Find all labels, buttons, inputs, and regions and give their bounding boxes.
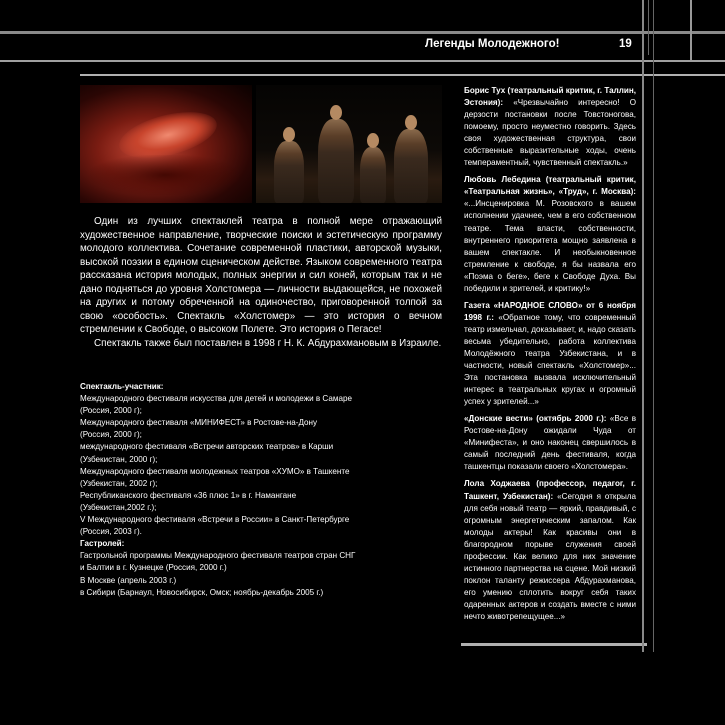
review-text: «Обратное тому, что современный театр измельчал, доказывает, и, надо сказать весьма убедительно, работа коллектива Молодёжного театра Узбекистана, и в частности, новый спектакль «Холстомер»... Эта постановка вызвала исключительный интерес в театральных кругах и огромный успех у зрителей...»: [464, 312, 636, 407]
review-author: Борис Тух (театральный критик, г. Таллин, Эстония):: [464, 86, 636, 108]
list-item: в Сибири (Барнаул, Новосибирск, Омск; ноябрь-декабрь 2005 г.): [80, 587, 324, 597]
participants-label: Спектакль-участник:: [80, 382, 164, 391]
review-text: «Все в Ростове-на-Дону ожидали Чуда от «Минифеста», и оно наконец свершилось в самый последний день фестиваля, когда ташкентцы показали своего «Холстомера».: [464, 414, 637, 472]
list-item: и Балтии в г. Кузнецке (Россия, 2000 г.): [80, 563, 227, 573]
list-item: (Россия, 2003 г).: [80, 527, 142, 537]
actor-figure: [274, 141, 304, 203]
review-author: «Донские вести» (октябрь 2000 г.):: [464, 414, 607, 424]
list-item: (Россия, 2000 г);: [80, 406, 142, 416]
list-item: (Узбекистан, 2002 г);: [80, 478, 158, 488]
list-item: (Россия, 2000 г);: [80, 430, 142, 440]
list-item: В Москве (апрель 2003 г.): [80, 575, 177, 585]
review: [464, 300, 636, 408]
actor-figure: [360, 147, 386, 203]
stage-photo-red: [80, 85, 252, 203]
list-item: Международного фестиваля молодежных театров «ХУМО» в Ташкенте: [80, 466, 350, 476]
main-article: [80, 215, 442, 350]
vertical-rule-4: [690, 0, 692, 60]
actor-figure: [318, 119, 354, 203]
top-rule-thin: [0, 60, 725, 62]
review-author: Газета «НАРОДНОЕ СЛОВО» от 6 ноября 1998 г.:: [464, 300, 636, 322]
list-item: Международного фестиваля «МИНИФЕСТ» в Ростове-на-Дону: [80, 418, 318, 428]
vertical-rule-1: [642, 0, 644, 652]
list-item: международного фестиваля «Встречи авторских театров» в Карши: [80, 442, 334, 452]
review: [464, 413, 636, 473]
top-rule-thick: [0, 31, 725, 34]
column-rule-top: [80, 74, 725, 76]
vertical-rule-3: [653, 0, 654, 652]
review-author: Лола Ходжаева (профессор, педагог, г. Ташкент, Узбекистан):: [464, 479, 636, 501]
review: [464, 85, 636, 169]
review: [464, 174, 636, 294]
review: [464, 478, 636, 623]
list-item: Международного фестиваля искусства для детей и молодежи в Самаре: [80, 394, 352, 404]
list-item: Республиканского фестиваля «36 плюс 1» в г. Намангане: [80, 490, 297, 500]
tours-label: Гастролей:: [80, 539, 125, 549]
festival-participation-list: [80, 381, 450, 599]
actor-figure: [394, 129, 428, 203]
page-number: 19: [619, 38, 632, 50]
list-item: Гастрольной программы Международного фестиваля театров стран СНГ: [80, 551, 356, 561]
dancer-shadow: [90, 155, 240, 195]
review-text: «...Инсценировка М. Розовского в вашем исполнении удачнее, чем в его собственном театре. Тема власти, собственности, внутреннего приоритета мощно заявлена в вашем спектакле. И необыкновенное стремление к свободе, я бы назвала его «Поэма о беге», беге к Свободе Духа. Вы победили и зрителей, и критику!»: [464, 199, 636, 293]
review-text: «Чрезвычайно интересно! О дерзости постановки после Товстоногова, помоему, просто неуместно говорить. Здесь своя художественная структура, свои собственные выразительные ходы, очень темпераментный, чувственный спектакль.»: [464, 98, 636, 168]
stage-photo-ensemble: [256, 85, 442, 203]
review-author: Любовь Лебедина (театральный критик, «Театральная жизнь», «Труд», г. Москва):: [464, 175, 636, 197]
review-text: «Сегодня я открыла для себя новый театр — яркий, правдивый, с огромным энергетическим запалом. Как молоды актеры! Как красивы они в благородном порыве служения своей профессии. Как велико для них значение истинного партнерства на сцене. Мой низкий поклон таланту режиссера Абдурахманова, его умению сплотить вокруг себя таких одаренных актеров и создать вместе с ними нечто животрепещущее...»: [464, 491, 637, 621]
article-paragraph: Спектакль также был поставлен в 1998 г Н. К. Абдурахмановым в Израиле.: [94, 337, 442, 349]
running-header-title: Легенды Молодежного!: [425, 38, 560, 50]
list-item: (Узбекистан, 2000 г);: [80, 454, 158, 464]
article-paragraph: Один из лучших спектаклей театра в полной мере отражающий художественное направление, творческие поиски и эстетическую программу молодого коллектива. Сочетание современной пластики, авторской музыки, высокой поэзии в едином сценическом действе. Языком современного театра рассказана история молодых, полных энергии и сил коней, которым так и не дано подняться до уровня Холстомера — личности выдающейся, не похожей на других и потому обреченной на одиночество, приговоренной толпой за свою «особость». Спектакль «Холстомер» — это история о вечном стремлении к Свободе, о высоком Полете. Это история о Пегасе!: [80, 216, 442, 335]
vertical-rule-2: [648, 0, 649, 55]
reviews-column: [464, 85, 636, 628]
list-item: V Международного фестиваля «Встречи в России» в Санкт-Петербурге: [80, 515, 350, 525]
list-item: (Узбекистан,2002 г.);: [80, 502, 157, 512]
bottom-rule: [461, 643, 647, 646]
